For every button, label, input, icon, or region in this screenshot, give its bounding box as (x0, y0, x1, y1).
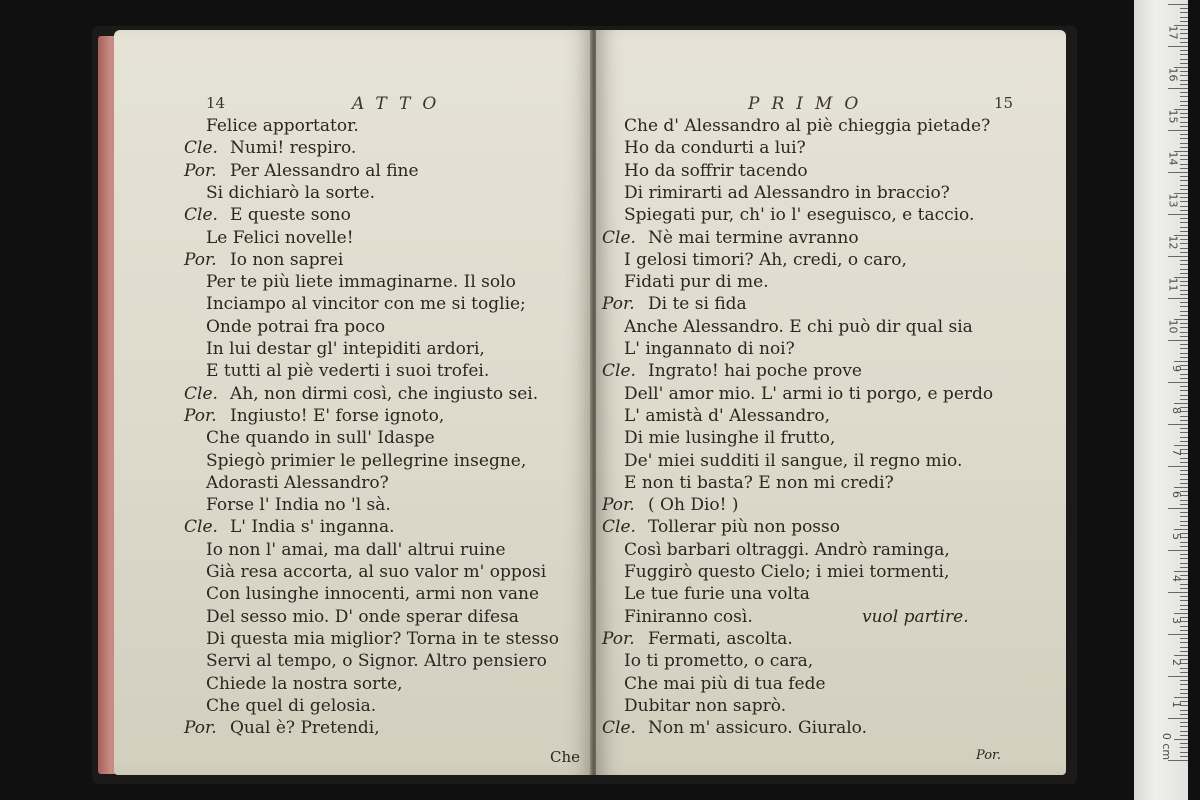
ruler-tick (1168, 718, 1188, 719)
verse-line: Per te più liete immaginarne. Il solo (206, 272, 516, 293)
ruler-tick (1174, 403, 1188, 404)
left-page-text (114, 30, 592, 775)
ruler-tick (1180, 134, 1188, 135)
speaker-name: Por. (602, 495, 635, 516)
right-catchword: Por. (976, 748, 1001, 763)
ruler-label: 0 cm (1159, 732, 1173, 761)
ruler-label: 5 (1170, 533, 1183, 540)
speaker-name: Cle. (602, 361, 636, 382)
ruler-label: 10 (1166, 319, 1180, 334)
ruler-tick (1168, 298, 1188, 299)
verse-line: L' ingannato di noi? (624, 339, 795, 359)
ruler-tick (1180, 117, 1188, 118)
verse-line: Di rimirarti ad Alessandro in braccio? (624, 182, 950, 203)
ruler-tick (1180, 264, 1188, 265)
verse-line: ( Oh Dio! ) (648, 495, 739, 516)
ruler-tick (1180, 113, 1188, 114)
ruler-tick (1180, 311, 1188, 312)
ruler-tick (1180, 747, 1188, 748)
ruler-tick (1180, 558, 1188, 559)
ruler-tick (1180, 416, 1188, 417)
ruler-tick (1180, 357, 1188, 358)
verse-line: Di mie lusinghe il frutto, (624, 428, 836, 449)
right-page-header: PRIMO (748, 94, 871, 114)
verse-line: E queste sono (230, 205, 351, 226)
ruler-tick (1174, 697, 1188, 698)
verse-line: Fuggirò questo Cielo; i miei tormenti, (624, 562, 950, 582)
ruler-tick (1168, 130, 1188, 131)
ruler-tick (1174, 739, 1188, 740)
verse-line: Ingiusto! E' forse ignoto, (230, 405, 445, 426)
right-page-text (596, 30, 1066, 775)
ruler-tick (1180, 399, 1188, 400)
speaker-name: Cle. (602, 227, 636, 248)
ruler-tick (1168, 214, 1188, 215)
verse-line: Anche Alessandro. E chi può dir qual sia (624, 316, 973, 337)
ruler-tick (1180, 726, 1188, 727)
ruler-tick (1180, 470, 1188, 471)
ruler-tick (1180, 306, 1188, 307)
ruler-tick (1180, 512, 1188, 513)
ruler-tick (1168, 550, 1188, 551)
ruler-tick (1180, 500, 1188, 501)
ruler-tick (1180, 693, 1188, 694)
ruler-tick (1180, 315, 1188, 316)
verse-line: Forse l' India no 'l sà. (206, 495, 391, 516)
left-page-header: ATTO (352, 94, 449, 114)
verse-line: Numi! respiro. (230, 138, 357, 159)
ruler-tick (1180, 609, 1188, 610)
verse-line: Spiegati pur, ch' io l' eseguisco, e taccio. (624, 205, 975, 226)
ruler-tick (1180, 243, 1188, 244)
verse-line: Servi al tempo, o Signor. Altro pensiero (206, 651, 547, 672)
ruler-tick (1180, 336, 1188, 337)
ruler-tick (1180, 596, 1188, 597)
ruler-tick (1180, 218, 1188, 219)
verse-line: Felice apportator. (206, 116, 359, 136)
ruler-tick (1180, 735, 1188, 736)
ruler-tick (1180, 521, 1188, 522)
ruler-tick (1180, 332, 1188, 333)
verse-line: Adorasti Alessandro? (206, 472, 389, 493)
left-catchword: Che (550, 748, 581, 766)
verse-line: Qual è? Pretendi, (230, 718, 380, 739)
verse-line: Le tue furie una volta (624, 584, 810, 605)
ruler-tick (1180, 59, 1188, 60)
ruler-tick (1180, 248, 1188, 249)
verse-line: E tutti al piè vederti i suoi trofei. (206, 361, 490, 382)
ruler-tick (1180, 185, 1188, 186)
verse-line: Che mai più di tua fede (624, 673, 826, 694)
verse-line: Dell' amor mio. L' armi io ti porgo, e perdo (624, 383, 994, 404)
ruler-label: 17 (1166, 25, 1180, 40)
ruler-tick (1168, 676, 1188, 677)
ruler-tick (1180, 168, 1188, 169)
ruler-tick (1180, 281, 1188, 282)
ruler-tick (1180, 395, 1188, 396)
speaker-name: Cle. (184, 205, 218, 226)
ruler-label: 11 (1166, 277, 1180, 292)
ruler-tick (1180, 600, 1188, 601)
ruler-label: 1 (1170, 701, 1183, 708)
ruler-tick (1180, 176, 1188, 177)
ruler-tick (1180, 479, 1188, 480)
ruler-tick (1180, 323, 1188, 324)
ruler-tick (1168, 172, 1188, 173)
ruler-tick (1180, 38, 1188, 39)
ruler-tick (1180, 143, 1188, 144)
ruler-tick (1180, 516, 1188, 517)
measuring-ruler (1134, 0, 1188, 800)
ruler-tick (1180, 239, 1188, 240)
ruler-tick (1174, 529, 1188, 530)
ruler-tick (1180, 504, 1188, 505)
ruler-tick (1180, 29, 1188, 30)
ruler-tick (1180, 684, 1188, 685)
speaker-name: Cle. (184, 138, 218, 159)
ruler-tick (1180, 126, 1188, 127)
ruler-tick (1180, 84, 1188, 85)
ruler-tick (1174, 613, 1188, 614)
ruler-tick (1174, 445, 1188, 446)
ruler-tick (1180, 584, 1188, 585)
speaker-name: Cle. (184, 517, 218, 538)
ruler-tick (1174, 571, 1188, 572)
ruler-tick (1180, 71, 1188, 72)
verse-line: Già resa accorta, al suo valor m' opposi (206, 562, 547, 582)
ruler-tick (1168, 340, 1188, 341)
ruler-tick (1180, 546, 1188, 547)
verse-line: Tollerar più non posso (648, 517, 840, 538)
ruler-tick (1180, 122, 1188, 123)
ruler-tick (1180, 189, 1188, 190)
ruler-tick (1180, 105, 1188, 106)
ruler-tick (1180, 731, 1188, 732)
verse-line: Del sesso mio. D' onde sperar difesa (206, 606, 519, 627)
verse-line: Ah, non dirmi così, che ingiusto sei. (230, 383, 539, 404)
verse-line: Inciampo al vincitor con me si toglie; (206, 294, 526, 315)
verse-line: L' India s' inganna. (230, 517, 395, 538)
ruler-tick (1180, 197, 1188, 198)
verse-line: In lui destar gl' intepiditi ardori, (206, 339, 485, 359)
ruler-tick (1180, 201, 1188, 202)
verse-line: L' amistà d' Alessandro, (624, 405, 831, 426)
ruler-tick (1180, 756, 1188, 757)
ruler-tick (1180, 605, 1188, 606)
verse-line: Che quando in sull' Idaspe (206, 428, 435, 449)
verse-line: Che d' Alessandro al piè chieggia pietade? (624, 116, 991, 136)
verse-line: Onde potrai fra poco (206, 316, 386, 337)
ruler-tick (1180, 420, 1188, 421)
ruler-tick (1180, 42, 1188, 43)
ruler-tick (1180, 273, 1188, 274)
verse-line: Ho da condurti a lui? (624, 138, 806, 159)
verse-line: Nè mai termine avranno (648, 227, 859, 248)
ruler-tick (1168, 4, 1188, 5)
verse-line: Chiede la nostra sorte, (206, 673, 403, 694)
ruler-tick (1180, 269, 1188, 270)
ruler-tick (1180, 12, 1188, 13)
ruler-tick (1180, 92, 1188, 93)
ruler-label: 2 (1170, 659, 1183, 666)
ruler-tick (1180, 563, 1188, 564)
ruler-tick (1168, 760, 1188, 761)
ruler-label: 8 (1170, 407, 1183, 414)
verse-line: Per Alessandro al fine (230, 160, 419, 181)
verse-line: Finiranno così. (624, 606, 753, 627)
ruler-tick (1180, 101, 1188, 102)
ruler-tick (1180, 668, 1188, 669)
ruler-tick (1180, 428, 1188, 429)
ruler-tick (1180, 626, 1188, 627)
verse-line: Che quel di gelosia. (206, 695, 377, 716)
ruler-tick (1180, 642, 1188, 643)
stage-direction: vuol partire. (862, 606, 969, 627)
right-page (596, 30, 1066, 775)
ruler-tick (1180, 374, 1188, 375)
ruler-tick (1180, 441, 1188, 442)
ruler-tick (1180, 714, 1188, 715)
ruler-tick (1180, 147, 1188, 148)
ruler-tick (1180, 231, 1188, 232)
speaker-name: Cle. (602, 517, 636, 538)
verse-line: Io non saprei (230, 249, 344, 270)
ruler-tick (1180, 722, 1188, 723)
ruler-label: 7 (1170, 449, 1183, 456)
ruler-tick (1180, 743, 1188, 744)
ruler-tick (1180, 327, 1188, 328)
ruler-tick (1180, 159, 1188, 160)
verse-line: Fidati pur di me. (624, 272, 769, 293)
verse-line: E non ti basta? E non mi credi? (624, 472, 894, 493)
ruler-tick (1180, 17, 1188, 18)
ruler-tick (1180, 50, 1188, 51)
ruler-tick (1180, 474, 1188, 475)
ruler-tick (1180, 285, 1188, 286)
ruler-tick (1180, 483, 1188, 484)
ruler-tick (1180, 294, 1188, 295)
ruler-label: 4 (1170, 575, 1183, 582)
ruler-tick (1180, 252, 1188, 253)
ruler-tick (1168, 424, 1188, 425)
ruler-label: 16 (1166, 67, 1180, 82)
ruler-tick (1180, 390, 1188, 391)
ruler-tick (1168, 256, 1188, 257)
ruler-tick (1180, 554, 1188, 555)
ruler-tick (1180, 672, 1188, 673)
verse-line: Si dichiarò la sorte. (206, 182, 375, 203)
ruler-tick (1174, 361, 1188, 362)
ruler-tick (1174, 487, 1188, 488)
ruler-tick (1180, 260, 1188, 261)
ruler-tick (1180, 588, 1188, 589)
verse-line: Io non l' amai, ma dall' altrui ruine (206, 539, 506, 560)
speaker-name: Por. (602, 628, 635, 649)
ruler-tick (1180, 21, 1188, 22)
verse-line: I gelosi timori? Ah, credi, o caro, (624, 249, 907, 270)
ruler-tick (1180, 567, 1188, 568)
ruler-tick (1180, 710, 1188, 711)
ruler-tick (1168, 382, 1188, 383)
ruler-tick (1180, 432, 1188, 433)
speaker-name: Por. (184, 249, 217, 270)
ruler-tick (1180, 33, 1188, 34)
ruler-tick (1180, 138, 1188, 139)
verse-line: Così barbari oltraggi. Andrò raminga, (624, 539, 950, 560)
speaker-name: Por. (184, 718, 217, 739)
ruler-label: 15 (1166, 109, 1180, 124)
ruler-tick (1174, 655, 1188, 656)
ruler-tick (1180, 458, 1188, 459)
ruler-label: 13 (1166, 193, 1180, 208)
ruler-tick (1180, 302, 1188, 303)
ruler-tick (1180, 290, 1188, 291)
ruler-tick (1180, 542, 1188, 543)
ruler-tick (1180, 647, 1188, 648)
ruler-tick (1180, 752, 1188, 753)
right-page-number: 15 (994, 94, 1014, 112)
verse-line: Fermati, ascolta. (648, 628, 793, 649)
verse-line: Di questa mia miglior? Torna in te stesso (206, 628, 559, 649)
ruler-tick (1180, 378, 1188, 379)
ruler-tick (1180, 344, 1188, 345)
ruler-tick (1180, 348, 1188, 349)
ruler-tick (1180, 206, 1188, 207)
ruler-tick (1180, 680, 1188, 681)
ruler-tick (1180, 180, 1188, 181)
ruler-label: 3 (1170, 617, 1183, 624)
verse-line: Non m' assicuro. Giuralo. (648, 718, 868, 739)
ruler-tick (1180, 8, 1188, 9)
ruler-tick (1180, 386, 1188, 387)
ruler-tick (1180, 63, 1188, 64)
ruler-tick (1168, 508, 1188, 509)
left-page (114, 30, 592, 775)
speaker-name: Por. (184, 160, 217, 181)
ruler-label: 6 (1170, 491, 1183, 498)
verse-line: Dubitar non saprò. (624, 695, 787, 716)
ruler-tick (1180, 462, 1188, 463)
verse-line: Spiegò primier le pellegrine insegne, (206, 450, 527, 471)
speaker-name: Cle. (184, 383, 218, 404)
left-page-number: 14 (206, 94, 226, 112)
ruler-tick (1180, 638, 1188, 639)
ruler-tick (1180, 437, 1188, 438)
ruler-tick (1180, 80, 1188, 81)
ruler-tick (1180, 96, 1188, 97)
verse-line: Di te si fida (648, 294, 747, 315)
ruler-tick (1180, 353, 1188, 354)
verse-line: Ho da soffrir tacendo (624, 160, 808, 181)
verse-line: Le Felici novelle! (206, 227, 354, 248)
ruler-tick (1168, 46, 1188, 47)
speaker-name: Por. (602, 294, 635, 315)
ruler-label: 12 (1166, 235, 1180, 250)
ruler-tick (1168, 592, 1188, 593)
verse-line: Io ti prometto, o cara, (624, 651, 814, 672)
ruler-tick (1168, 88, 1188, 89)
speaker-name: Por. (184, 405, 217, 426)
speaker-name: Cle. (602, 718, 636, 739)
ruler-tick (1180, 689, 1188, 690)
ruler-tick (1180, 210, 1188, 211)
verse-line: Ingrato! hai poche prove (648, 361, 862, 382)
ruler-tick (1180, 164, 1188, 165)
verse-line: De' miei sudditi il sangue, il regno mio. (624, 450, 963, 471)
ruler-tick (1180, 54, 1188, 55)
ruler-tick (1180, 651, 1188, 652)
ruler-tick (1180, 155, 1188, 156)
verse-line: Con lusinghe innocenti, armi non vane (206, 584, 540, 605)
ruler-tick (1180, 222, 1188, 223)
ruler-label: 14 (1166, 151, 1180, 166)
ruler-tick (1180, 525, 1188, 526)
ruler-tick (1168, 466, 1188, 467)
ruler-label: 9 (1170, 365, 1183, 372)
ruler-tick (1180, 630, 1188, 631)
ruler-tick (1168, 634, 1188, 635)
ruler-tick (1180, 227, 1188, 228)
ruler-tick (1180, 75, 1188, 76)
